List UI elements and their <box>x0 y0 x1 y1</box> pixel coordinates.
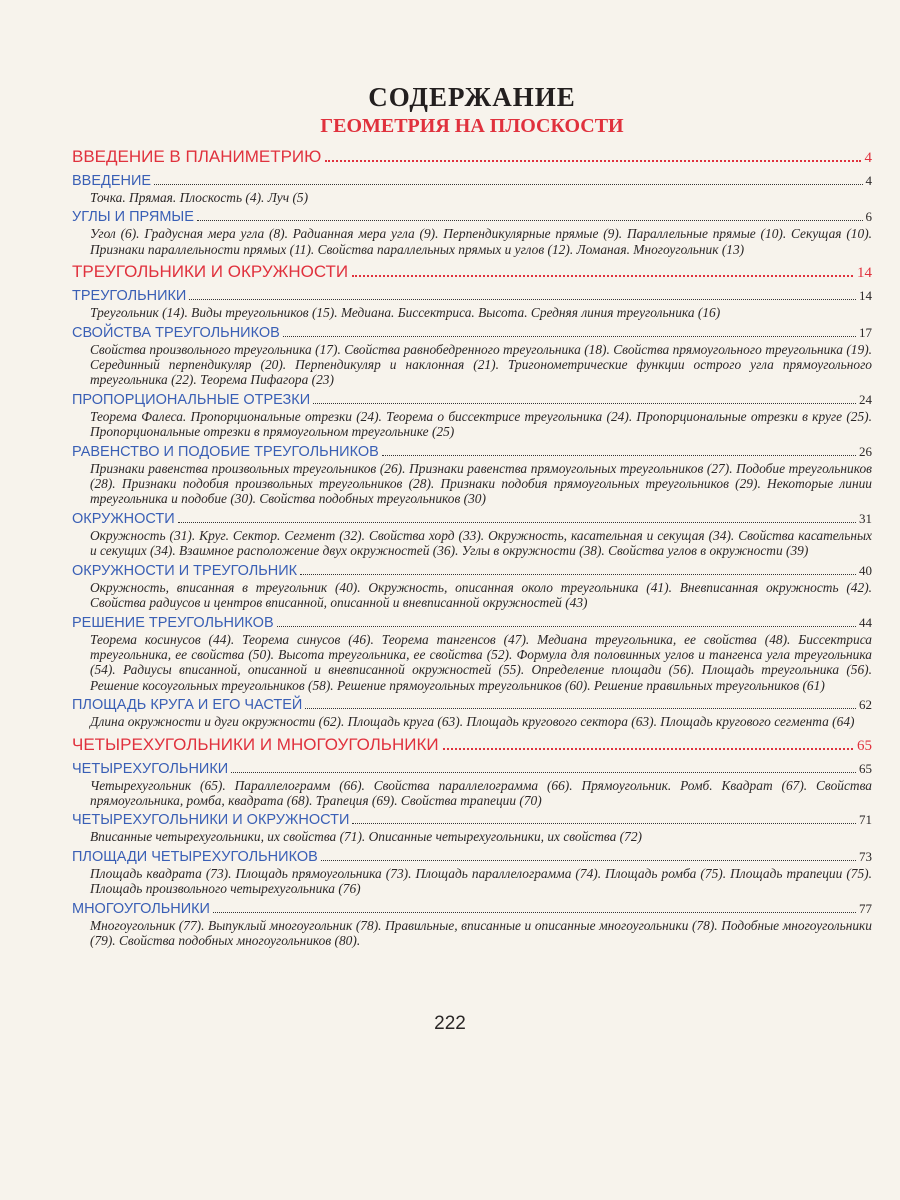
chapter-page: 77 <box>859 900 872 916</box>
chapter-title: ОКРУЖНОСТИ И ТРЕУГОЛЬНИК <box>72 562 298 579</box>
chapter-title: ПРОПОРЦИОНАЛЬНЫЕ ОТРЕЗКИ <box>72 391 311 408</box>
chapter-title: ПЛОЩАДЬ КРУГА И ЕГО ЧАСТЕЙ <box>72 697 303 714</box>
part-page: 14 <box>857 265 872 282</box>
chapter-page: 31 <box>859 510 872 526</box>
part-title: ТРЕУГОЛЬНИКИ И ОКРУЖНОСТИ <box>72 262 349 282</box>
page-subtitle: ГЕОМЕТРИЯ НА ПЛОСКОСТИ <box>320 115 624 137</box>
part-heading[interactable] <box>72 146 872 169</box>
chapter-topics: Свойства произвольного треугольника (17). Свойства равнобедренного треугольника (18). Свойства прямоугольного треугольника (19). Серединный перпендикуляр (20). Перпендикуляр и наклонная (21). Тригонометрические функции острого угла прямоугольного треугольника (22). Теорема Пифагора (23) <box>90 341 872 388</box>
chapter-title: УГЛЫ И ПРЯМЫЕ <box>72 209 194 226</box>
chapter-page: 24 <box>859 391 872 407</box>
chapter-topics: Многоугольник (77). Выпуклый многоугольник (78). Правильные, вписанные и описанные многоугольники (78). Подобные многоугольники (79). Свойства подобных многоугольников (80). <box>90 917 872 948</box>
dot-leader <box>352 812 856 824</box>
dot-leader <box>325 146 860 162</box>
dot-leader <box>300 563 856 575</box>
chapter-topics: Признаки равенства произвольных треугольников (26). Признаки равенства прямоугольных треугольников (27). Подобие треугольников (28). Признаки подобия произвольных треугольников (28). Признаки подобия прямоугольных треугольников (29). Некоторые линии треугольника и подобие (30). Свойства подобных треугольников (30) <box>90 460 872 507</box>
part-title: ЧЕТЫРЕХУГОЛЬНИКИ И МНОГОУГОЛЬНИКИ <box>72 734 439 754</box>
dot-leader <box>231 761 856 773</box>
chapter-title: РЕШЕНИЕ ТРЕУГОЛЬНИКОВ <box>72 614 274 631</box>
dot-leader <box>313 392 856 404</box>
chapter-page: 44 <box>859 614 872 630</box>
chapter-topics: Точка. Прямая. Плоскость (4). Луч (5) <box>90 190 309 205</box>
chapter-topics: Угол (6). Градусная мера угла (8). Радианная мера угла (9). Перпендикулярные прямые (9). Параллельные прямые (10). Секущая (10). Признаки параллельности прямых (11). Свойства параллельных прямых и углов (12). Ломаная. Многоугольник (13) <box>90 226 872 257</box>
chapter-heading[interactable] <box>72 848 872 866</box>
chapter-heading[interactable] <box>72 391 872 409</box>
chapter-title: РАВЕНСТВО И ПОДОБИЕ ТРЕУГОЛЬНИКОВ <box>72 443 379 460</box>
chapter-page: 4 <box>865 173 872 188</box>
chapter-page: 26 <box>859 443 872 459</box>
chapter-topics: Окружность, вписанная в треугольник (40). Окружность, описанная около треугольника (41). Вневписанная окружность (42). Свойства радиусов и центров вписанной, описанной и вневписанной окружностей (43) <box>90 579 872 611</box>
chapter-title: ЧЕТЫРЕХУГОЛЬНИКИ <box>72 760 229 777</box>
chapter-page: 40 <box>859 562 872 578</box>
chapter-page: 73 <box>859 848 872 864</box>
dot-leader <box>305 697 856 709</box>
table-of-contents <box>72 82 872 948</box>
chapter-title: ЧЕТЫРЕХУГОЛЬНИКИ И ОКРУЖНОСТИ <box>72 812 350 829</box>
chapter-heading[interactable] <box>72 614 872 632</box>
chapter-heading[interactable] <box>72 900 872 918</box>
dot-leader <box>443 734 853 750</box>
chapter-page: 14 <box>859 288 872 304</box>
chapter-topics: Теорема косинусов (44). Теорема синусов (46). Теорема тангенсов (47). Медиана треугольника, ее свойства (48). Биссектриса треугольника, ее свойства (50). Высота треугольника, ее свойства (52). Формула для половинных углов и тангенса угла треугольника (54). Радиусы вписанной, описанной и вневписанной окружностей (55). Определение площади (56). Площадь треугольника (56). Решение косоугольных треугольников (58). Решение прямоугольных треугольников (60). Решение правильных треугольников (61) <box>90 631 872 693</box>
chapter-heading[interactable] <box>72 324 872 342</box>
chapter-heading[interactable] <box>72 208 872 226</box>
dot-leader <box>277 615 856 627</box>
toc-part <box>72 146 872 257</box>
dot-leader <box>352 261 853 277</box>
dot-leader <box>178 511 856 523</box>
dot-leader <box>189 288 856 300</box>
part-page: 65 <box>857 737 872 754</box>
chapter-topics: Четырехугольник (65). Параллелограмм (66). Свойства параллелограмма (66). Прямоугольник. Ромб. Квадрат (67). Свойства прямоугольника, ромба, квадрата (68). Трапеция (69). Свойства трапеции (70) <box>90 777 872 808</box>
chapter-topics: Окружность (31). Круг. Сектор. Сегмент (32). Свойства хорд (33). Окружность, касательная и секущая (34). Свойства касательных и секущих (34). Взаимное расположение двух окружностей (36). Углы в окружности (38). Свойства углов в окружности (39) <box>90 527 872 559</box>
chapter-heading[interactable] <box>72 696 872 714</box>
chapter-title: ПЛОЩАДИ ЧЕТЫРЕХУГОЛЬНИКОВ <box>72 848 318 865</box>
chapter-page: 65 <box>859 760 872 776</box>
dot-leader <box>283 325 856 337</box>
chapter-page: 62 <box>859 697 872 713</box>
page-number: 222 <box>434 1013 466 1034</box>
toc-list <box>72 146 872 948</box>
chapter-page: 17 <box>859 324 872 340</box>
dot-leader <box>197 209 863 221</box>
part-heading[interactable] <box>72 261 872 284</box>
page-title: СОДЕРЖАНИЕ <box>368 82 576 112</box>
part-page: 4 <box>864 150 872 166</box>
chapter-title: СВОЙСТВА ТРЕУГОЛЬНИКОВ <box>72 324 280 341</box>
chapter-title: МНОГОУГОЛЬНИКИ <box>72 900 210 917</box>
chapter-topics: Площадь квадрата (73). Площадь прямоугольника (73). Площадь параллелограмма (74). Площадь ромба (75). Площадь трапеции (75). Площадь произвольного четырехугольника (76) <box>90 865 872 897</box>
dot-leader <box>213 901 856 913</box>
chapter-heading[interactable] <box>72 287 872 305</box>
chapter-heading[interactable] <box>72 562 872 580</box>
dot-leader <box>154 173 862 185</box>
chapter-title: ТРЕУГОЛЬНИКИ <box>72 288 187 305</box>
chapter-topics: Теорема Фалеса. Пропорциональные отрезки (24). Теорема о биссектрисе треугольника (24). Пропорциональные отрезки в круге (25). Пропорциональные отрезки в прямоугольном треугольнике (25) <box>90 408 872 440</box>
chapter-title: ОКРУЖНОСТИ <box>72 510 175 527</box>
part-heading[interactable] <box>72 734 872 757</box>
chapter-page: 6 <box>865 209 872 225</box>
chapter-page: 71 <box>859 812 872 828</box>
dot-leader <box>321 849 856 861</box>
chapter-heading[interactable] <box>72 443 872 461</box>
chapter-heading[interactable] <box>72 760 872 778</box>
toc-part <box>72 734 872 949</box>
chapter-heading[interactable] <box>72 811 872 829</box>
part-title: ВВЕДЕНИЕ В ПЛАНИМЕТРИЮ <box>72 147 322 166</box>
chapter-heading[interactable] <box>72 172 872 190</box>
chapter-topics: Длина окружности и дуги окружности (62). Площадь круга (63). Площадь кругового сектора (63). Площадь кругового сегмента (64) <box>90 714 855 730</box>
chapter-title: ВВЕДЕНИЕ <box>72 173 152 189</box>
dot-leader <box>382 444 856 456</box>
toc-part <box>72 261 872 729</box>
chapter-heading[interactable] <box>72 510 872 528</box>
chapter-topics: Вписанные четырехугольники, их свойства (71). Описанные четырехугольники, их свойства (72) <box>90 829 642 845</box>
chapter-topics: Треугольник (14). Виды треугольников (15). Медиана. Биссектриса. Высота. Средняя линия треугольника (16) <box>90 305 721 321</box>
